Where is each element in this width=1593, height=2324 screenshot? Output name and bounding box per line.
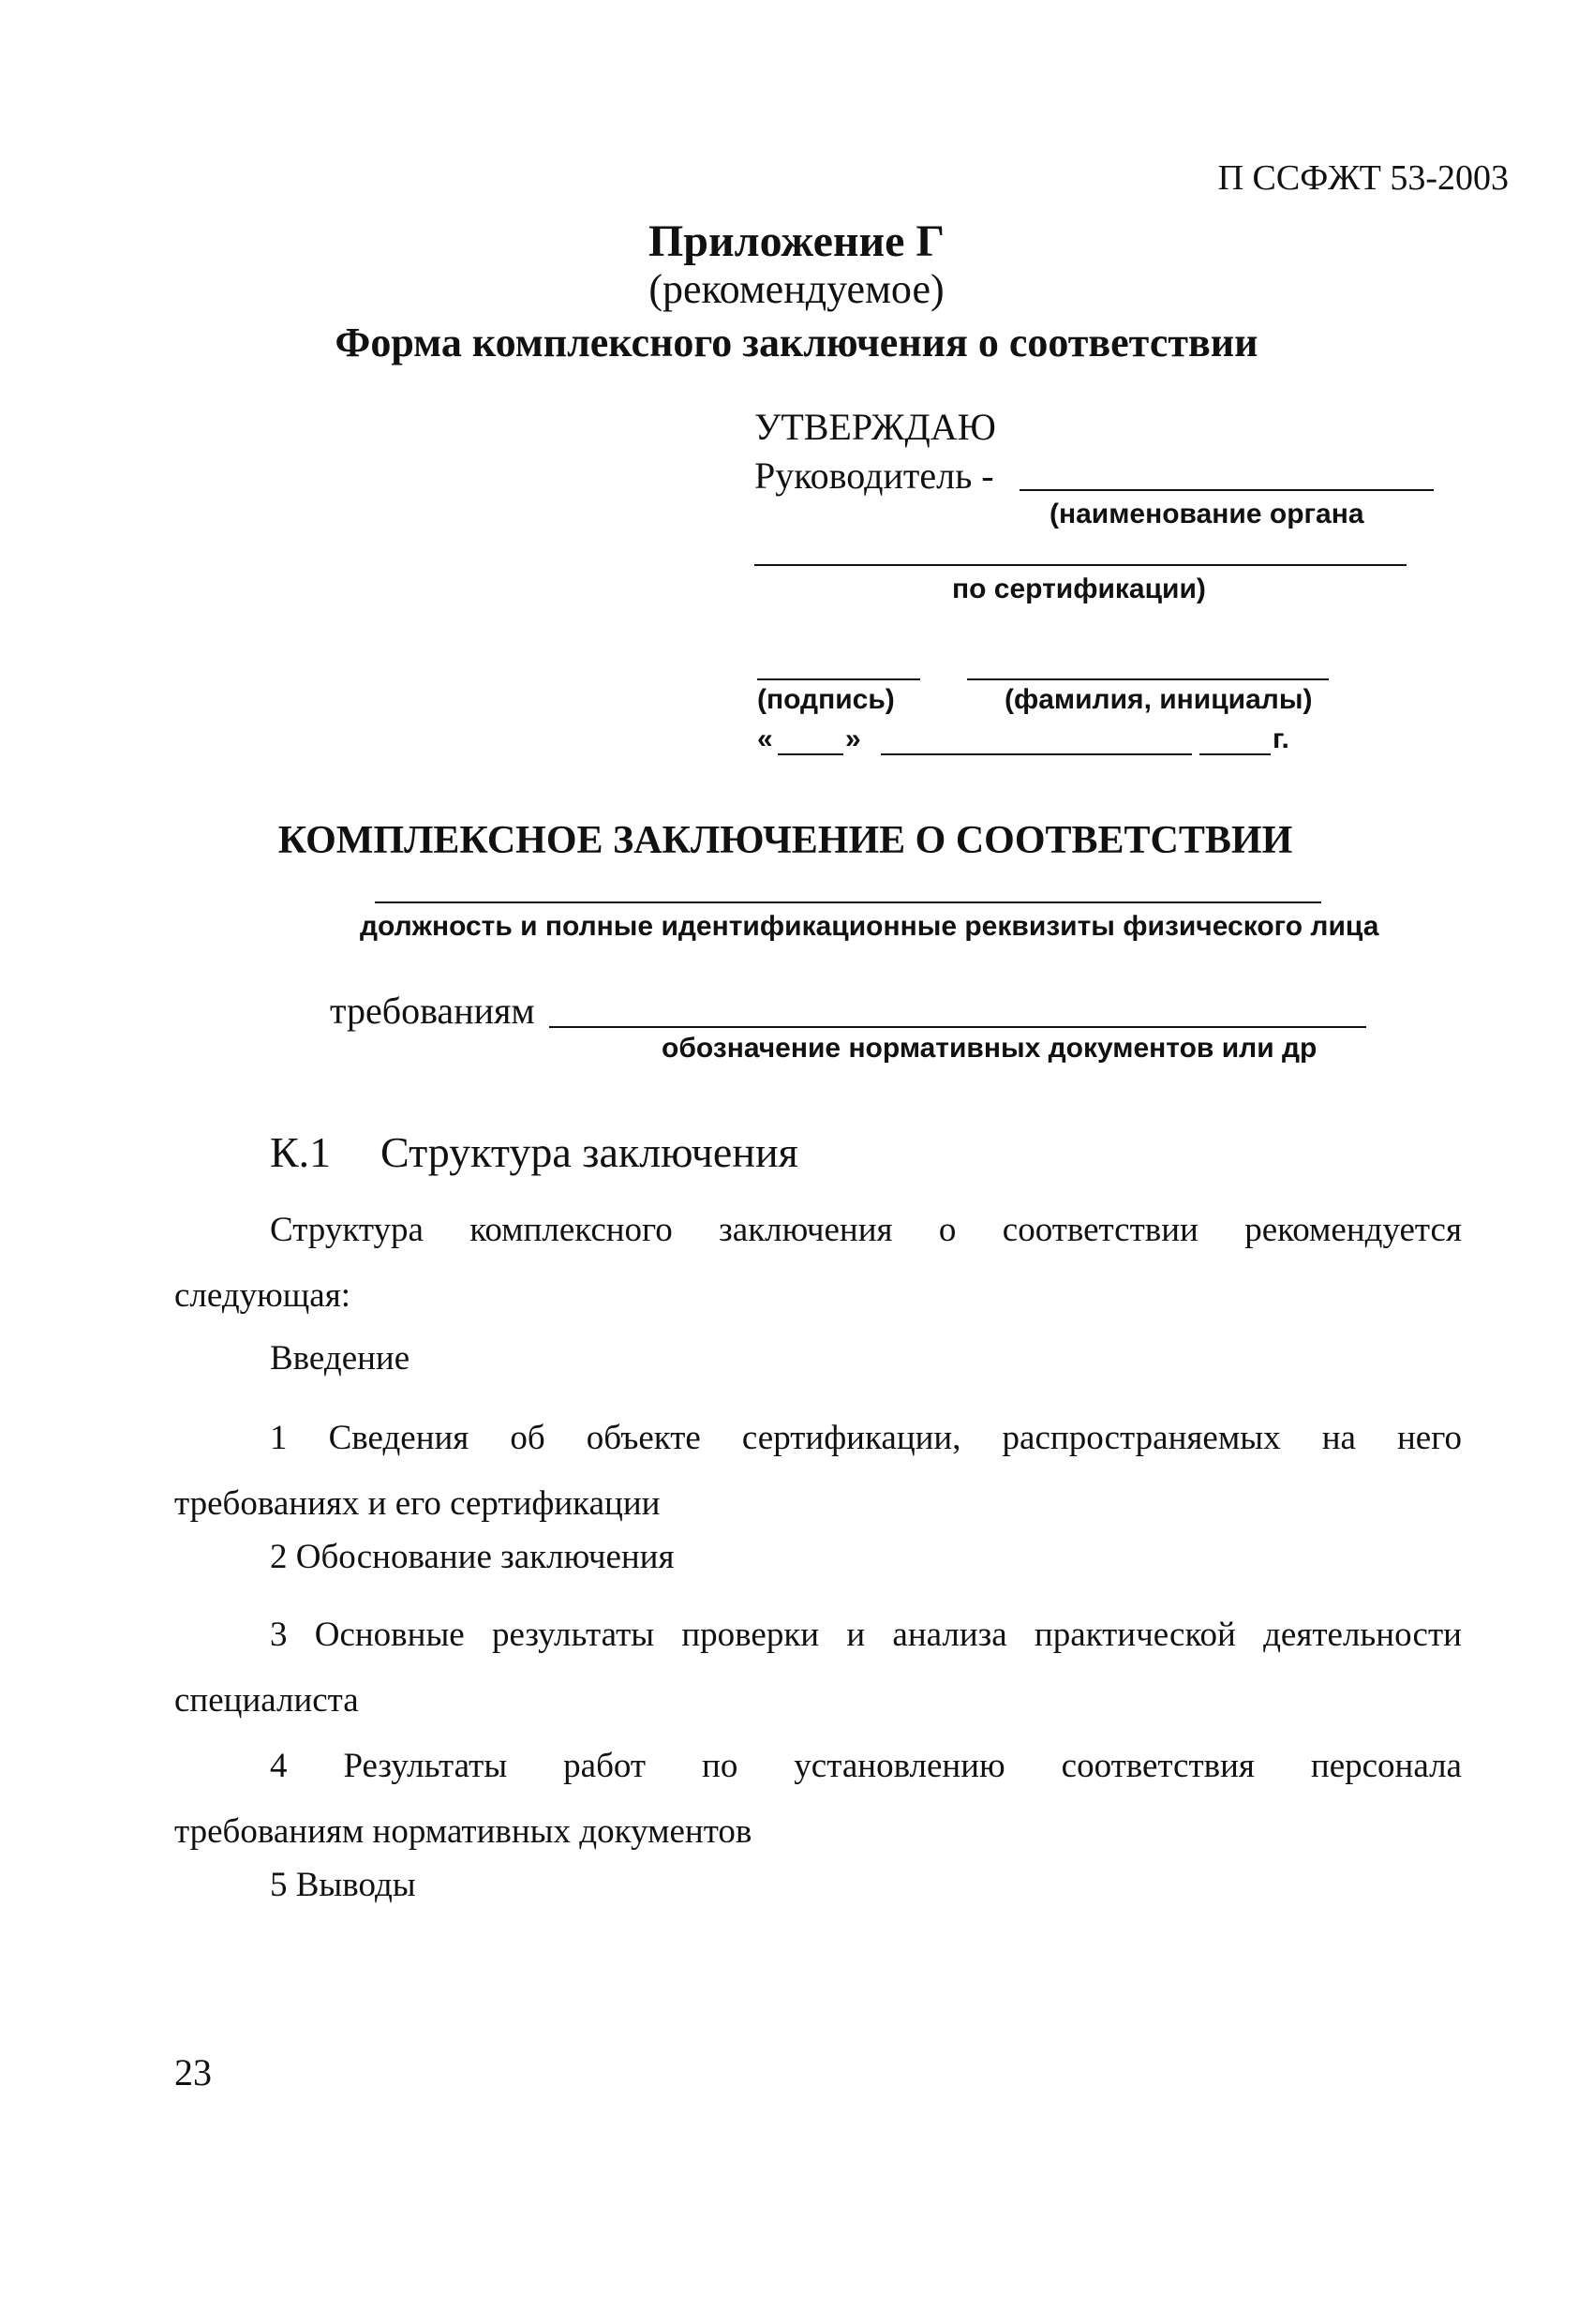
- signature-line: [757, 678, 920, 680]
- section-number: К.1: [270, 1128, 332, 1176]
- document-number: П ССФЖТ 53-2003: [1217, 158, 1509, 198]
- date-month-line: [881, 753, 1192, 755]
- list-item-3: 3 Основные результаты проверки и анализа практической деятельности специалиста: [174, 1616, 1462, 1720]
- list-item-1: 1 Сведения об объекте сертификации, распространяемых на него требованиях и его сертификации: [174, 1419, 1462, 1523]
- section-intro: [174, 1198, 1462, 1329]
- conclusion-title: КОМПЛЕКСНОЕ ЗАКЛЮЧЕНИЕ О СООТВЕТСТВИИ: [277, 819, 1293, 862]
- year-suffix: г.: [1273, 723, 1289, 754]
- head-label: Руководитель -: [754, 454, 994, 497]
- requirements-line: [549, 1026, 1366, 1028]
- section-intro-line-2: следующая:: [174, 1276, 350, 1315]
- date-year-line: [1199, 753, 1271, 755]
- requirements-label: требованиям: [330, 990, 535, 1032]
- date-open-quote: «: [757, 723, 773, 754]
- approve-label: УТВЕРЖДАЮ: [754, 406, 996, 448]
- body-name-line: [754, 564, 1407, 566]
- date-day-line: [778, 753, 843, 755]
- list-item-4: 4 Результаты работ по установлению соответствия персонала требованиям нормативных документов: [174, 1747, 1462, 1851]
- list-item-5: 5 Выводы: [270, 1866, 416, 1904]
- body-name-hint-2: по сертификации): [952, 574, 1206, 604]
- section-title: Структура заключения: [380, 1128, 798, 1176]
- list-item-2: 2 Обоснование заключения: [270, 1538, 675, 1576]
- date-close-quote: »: [845, 723, 861, 754]
- appendix-title: Приложение Г: [648, 216, 945, 266]
- section-intro-line-1: Структура комплексного заключения о соответствии рекомендуется: [270, 1211, 1462, 1249]
- head-body-name-line: [1020, 489, 1434, 491]
- list-item-intro: Введение: [270, 1339, 410, 1378]
- appendix-note: (рекомендуемое): [648, 266, 945, 312]
- name-hint: (фамилия, инициалы): [1005, 684, 1313, 715]
- requirements-hint: обозначение нормативных документов или др: [662, 1033, 1318, 1064]
- person-hint: должность и полные идентификационные реквизиты физического лица: [360, 911, 1379, 942]
- signature-hint: (подпись): [757, 684, 895, 715]
- person-line: [375, 901, 1321, 903]
- form-title: Форма комплексного заключения о соответствии: [335, 320, 1258, 365]
- body-name-hint-1: (наименование органа: [1050, 499, 1364, 529]
- name-line: [967, 678, 1329, 680]
- page-number: 23: [174, 2051, 212, 2093]
